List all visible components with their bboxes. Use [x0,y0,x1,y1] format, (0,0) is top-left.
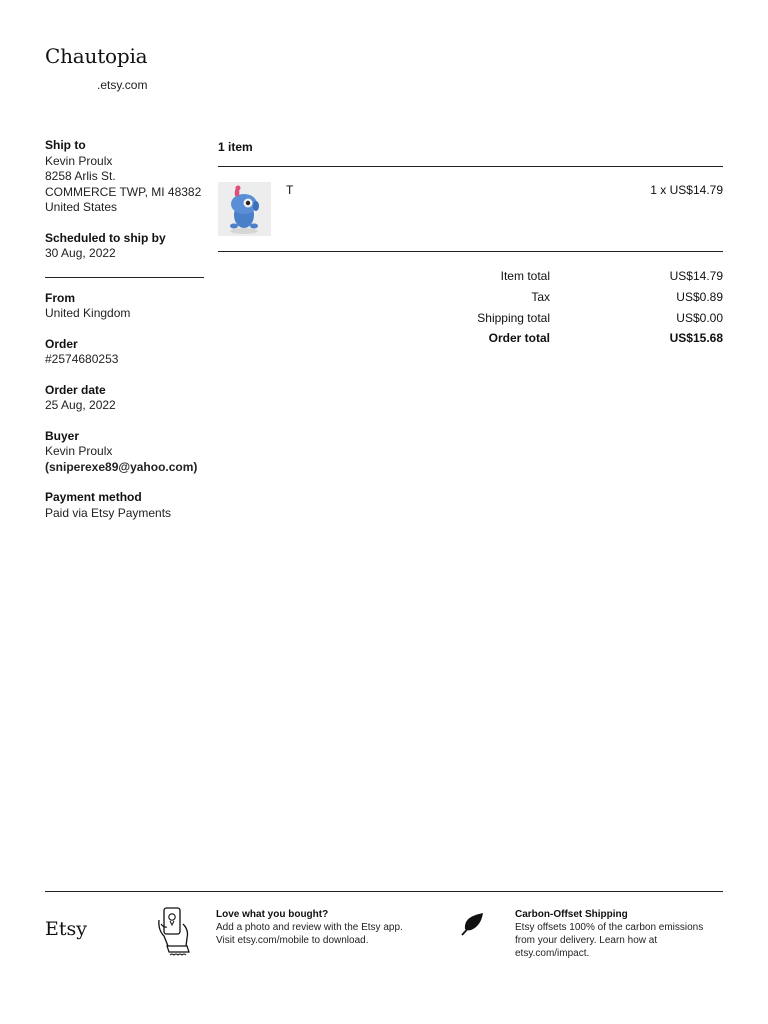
totals-label: Order total [488,331,550,346]
totals-value: US$14.79 [669,269,723,284]
order-date-value: 25 Aug, 2022 [45,398,116,412]
leaf-icon [461,912,484,936]
totals-table [400,266,723,349]
footer-rule [45,891,723,892]
ship-to-country: United States [45,200,118,214]
item-quantity-price: 1 x US$14.79 [650,183,723,197]
shop-url: .etsy.com [97,78,148,92]
carbon-offset-info [515,908,725,960]
buyer-email: (sniperexe89@yahoo.com) [45,459,198,474]
carbon-offset-line3: etsy.com/impact. [515,948,590,959]
ship-to-name: Kevin Proulx [45,153,113,168]
totals-row-tax [400,287,723,308]
from-label: From [45,290,75,305]
scheduled-block [45,231,205,262]
ship-to-label: Ship to [45,138,86,152]
ship-to-street: 8258 Arlis St. [45,169,116,183]
carbon-offset-line1: Etsy offsets 100% of the carbon emissions [515,922,704,933]
item-title[interactable]: T [286,183,294,197]
items-bottom-rule [218,251,723,252]
order-label: Order [45,336,78,351]
app-promo-title: Love what you bought? [216,909,329,920]
from-block [45,291,205,322]
left-divider [45,277,204,278]
buyer-block [45,429,205,476]
totals-row-shipping [400,307,723,328]
items-top-rule [218,166,723,167]
order-details-column [45,138,205,536]
buyer-name: Kevin Proulx [45,444,113,458]
totals-row-item-total [400,266,723,287]
buyer-label: Buyer [45,428,80,443]
payment-label: Payment method [45,490,142,504]
ship-to-city: COMMERCE TWP, MI 48382 [45,184,202,199]
app-promo [216,908,446,947]
scheduled-label: Scheduled to ship by [45,230,166,245]
totals-label: Item total [500,269,550,284]
totals-row-order-total [400,328,723,349]
app-promo-line1: Add a photo and review with the Etsy app. [216,922,403,933]
app-promo-line2: Visit etsy.com/mobile to download. [216,935,369,946]
order-date-block [45,383,205,414]
order-date-label: Order date [45,382,106,397]
carbon-offset-title: Carbon-Offset Shipping [515,909,628,920]
items-count: 1 item [218,140,253,154]
shop-name: Chautopia [45,44,148,68]
item-thumbnail [218,182,271,236]
phone-in-hand-icon [156,906,194,956]
carbon-offset-line2: from your delivery. Learn how at [515,935,658,946]
payment-block [45,490,205,521]
ship-to-block [45,138,205,216]
totals-value: US$0.89 [676,290,723,305]
from-value: United Kingdom [45,306,131,320]
etsy-logo: Etsy [45,918,87,940]
totals-value: US$15.68 [669,331,723,346]
scheduled-date: 30 Aug, 2022 [45,246,116,260]
order-number: #2574680253 [45,352,119,366]
order-block [45,337,205,368]
totals-label: Shipping total [477,310,550,325]
plush-toy-image [218,182,271,236]
totals-value: US$0.00 [676,310,723,325]
payment-value: Paid via Etsy Payments [45,505,172,520]
totals-label: Tax [531,290,550,305]
